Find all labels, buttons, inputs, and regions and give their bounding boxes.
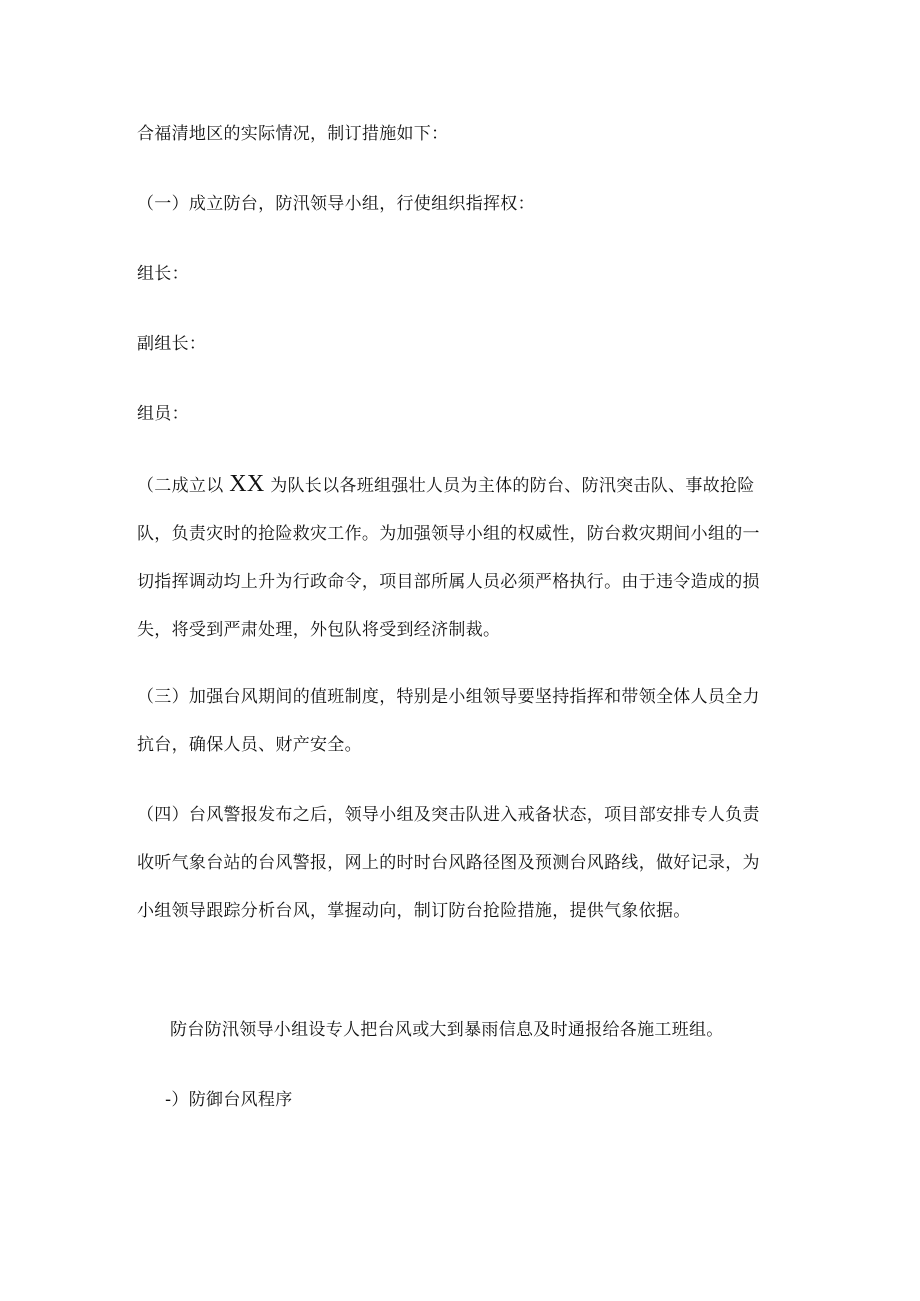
paragraph-section-1: （一）成立防台，防汛领导小组，行使组织指挥权： xyxy=(137,194,535,214)
paragraph-section-3: （三）加强台风期间的值班制度，特别是小组领导要坚持指挥和带领全体人员全力抗台，确保人员、财产安全。 xyxy=(137,687,760,755)
paragraph-deputy-leader: 副组长： xyxy=(137,334,207,354)
paragraph-typhoon-procedure: -）防御台风程序 xyxy=(165,1090,293,1110)
paragraph-leader: 组长： xyxy=(137,264,189,284)
paragraph-notice: 防台防汛领导小组设专人把台风或大到暴雨信息及时通报给各施工班组。 xyxy=(170,1020,724,1040)
paragraph-members: 组员： xyxy=(137,404,189,424)
section-2-placeholder-xx: XX xyxy=(229,471,265,497)
section-2-text-start: （二成立以 xyxy=(137,476,230,496)
paragraph-section-4: （四）台风警报发布之后，领导小组及突击队进入戒备状态，项目部安排专人负责收听气象台站的台风警报，网上的时时台风路径图及预测台风路线，做好记录，为小组领导跟踪分析台风，掌握动向，制订防台抢险措施，提供气象依据。 xyxy=(137,805,760,921)
paragraph-intro: 合福清地区的实际情况，制订措施如下： xyxy=(137,124,449,144)
section-2-text-rest: 为队长以各班组强壮人员为主体的防台、防汛突击队、事故抢险队，负责灾时的抢险救灾工作。为加强领导小组的权威性，防台救灾期间小组的一切指挥调动均上升为行政命令，项目部所属人员必须严格执行。由于违令造成的损失，将受到严肃处理，外包队将受到经济制裁。 xyxy=(137,476,760,640)
paragraph-section-2 xyxy=(137,460,777,654)
